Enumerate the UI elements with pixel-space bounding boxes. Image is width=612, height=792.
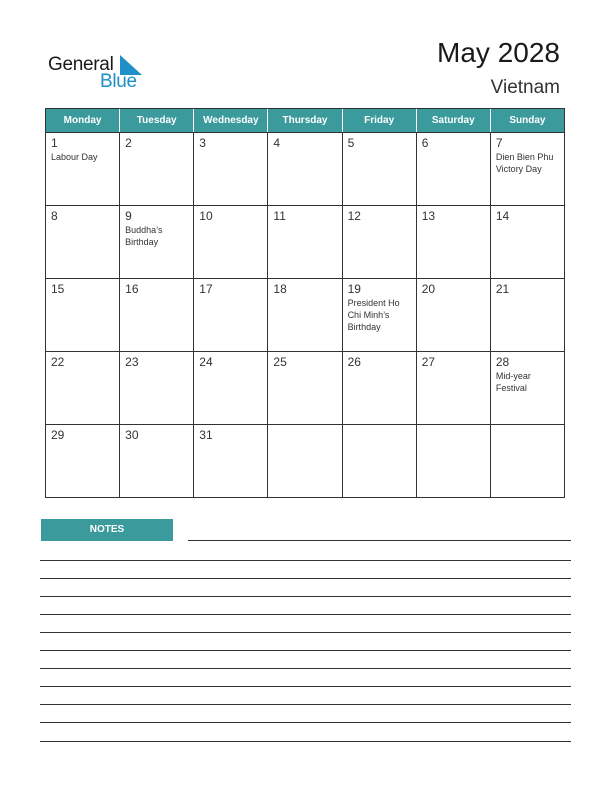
day-number: 18 [273,282,287,296]
day-cell [194,425,268,497]
day-cell [343,352,417,424]
day-number: 8 [51,209,58,223]
day-cell [120,206,194,278]
day-number: 30 [125,428,139,442]
day-number: 29 [51,428,65,442]
day-number: 14 [495,209,510,223]
day-cell [194,279,268,351]
holiday-label: Dien Bien Phu Victory Day [495,152,554,174]
day-cell [46,133,120,205]
day-cell [194,352,268,424]
generalblue-logo [48,52,158,92]
notes-line [40,741,571,742]
day-number: 22 [51,355,65,369]
day-cell [491,133,564,205]
day-cell [417,352,491,424]
day-number: 11 [273,209,286,223]
day-number: 7 [495,136,503,150]
day-cell [46,279,120,351]
weekday-saturday: Saturday [417,109,491,132]
notes-line [188,540,571,541]
day-number: 19 [347,282,361,296]
calendar-week-row [46,351,564,424]
day-cell [491,425,564,497]
day-cell [120,352,194,424]
day-number: 17 [199,282,213,296]
notes-line [40,632,571,633]
day-number: 15 [51,282,65,296]
day-number: 6 [421,136,429,150]
holiday-label: Buddha’s Birthday [125,225,163,247]
notes-line [40,704,571,705]
day-number: 10 [199,209,213,223]
day-number: 25 [273,355,287,369]
holiday-label: President Ho Chi Minh’s Birthday [347,298,400,332]
weekday-tuesday: Tuesday [120,109,194,132]
day-cell [194,133,268,205]
weekday-friday: Friday [343,109,417,132]
day-cell [194,206,268,278]
day-cell [343,206,417,278]
day-cell [343,425,417,497]
weekday-thursday: Thursday [268,109,342,132]
day-number: 4 [273,136,281,150]
day-number: 27 [421,355,436,369]
day-number: 21 [495,282,510,296]
day-cell [417,279,491,351]
day-cell [343,133,417,205]
notes-line [40,722,571,723]
calendar-week-row [46,424,564,497]
day-cell [343,279,417,351]
day-cell [120,425,194,497]
day-cell [417,206,491,278]
day-number: 2 [125,136,132,150]
day-number: 3 [199,136,206,150]
calendar-weeks [46,132,564,497]
notes-line [40,578,571,579]
notes-label: NOTES [41,519,173,541]
day-number: 13 [421,209,436,223]
day-cell [46,352,120,424]
day-number: 5 [347,136,355,150]
day-number: 12 [347,209,361,223]
weekday-monday: Monday [46,109,120,132]
holiday-label: Mid-year Festival [495,371,531,393]
day-number: 23 [125,355,139,369]
calendar-title: May 2028 [437,37,560,68]
weekday-sunday: Sunday [509,115,546,126]
day-number: 20 [421,282,436,296]
weekday-header [46,109,564,132]
day-cell [268,352,342,424]
calendar-week-row [46,278,564,351]
day-cell [120,279,194,351]
day-cell [46,425,120,497]
day-cell [417,425,491,497]
weekday-wednesday: Wednesday [194,109,268,132]
notes-line [40,614,571,615]
day-cell [268,133,342,205]
day-number: 24 [199,355,213,369]
day-number: 9 [125,209,132,223]
logo-blue-text: Blue [100,71,137,92]
notes-line [40,686,571,687]
logo-general-text: General [48,54,114,75]
day-cell [268,425,342,497]
day-cell [417,133,491,205]
notes-line [40,560,571,561]
notes-line [40,668,571,669]
day-cell [46,206,120,278]
day-cell [491,206,564,278]
notes-line [40,596,571,597]
calendar-grid [45,108,565,498]
day-number: 16 [125,282,139,296]
calendar-country: Vietnam [490,77,560,98]
day-cell [491,352,564,424]
calendar-week-row [46,205,564,278]
day-number: 26 [347,355,361,369]
day-number: 28 [495,355,510,369]
day-cell [120,133,194,205]
day-cell [268,206,342,278]
calendar-week-row [46,132,564,205]
notes-line [40,650,571,651]
day-cell [491,279,564,351]
day-number: 1 [51,136,58,150]
holiday-label: Labour Day [51,152,98,162]
day-cell [268,279,342,351]
day-number: 31 [199,428,213,442]
